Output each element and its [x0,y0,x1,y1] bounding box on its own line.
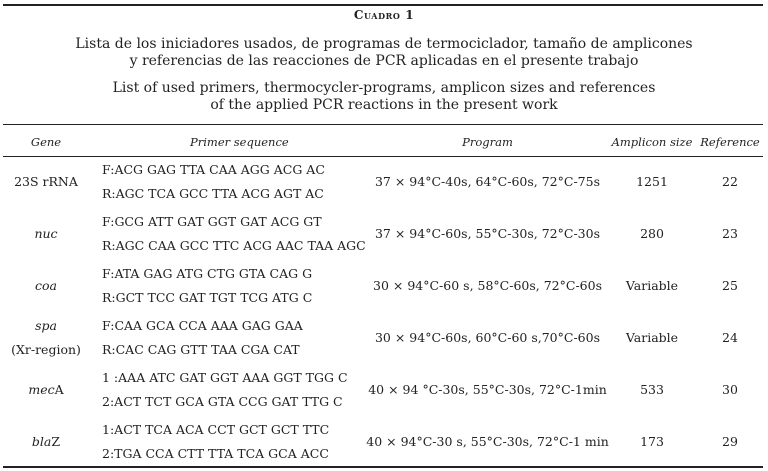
reference-cell: 23 [722,226,738,241]
reference-cell: 30 [722,382,738,397]
header-amplicon-size: Amplicon size [611,135,693,149]
title-es-line-1: Lista de los iniciadores usados, de programas de termociclador, tamaño de amplicones [75,36,693,52]
amplicon-cell: Variable [625,330,679,345]
primer-reverse: R:GCT TCC GAT TGT TCG ATG C [102,290,313,305]
primer-forward: 1 :AAA ATC GAT GGT AAA GGT TGG C [102,370,348,385]
gene-cell [3,434,89,449]
header-primer-sequence: Primer sequence [190,135,289,149]
header-gene: Gene [30,135,62,149]
header-bottom-rule [3,156,763,157]
program-cell: 30 × 94°C-60s, 60°C-60 s,70°C-60s [374,330,600,345]
amplicon-cell: 280 [640,226,664,241]
gene-cell: coa [35,278,57,293]
title-spanish [0,36,768,70]
primer-forward: F:ACG GAG TTA CAA AGG ACG AC [102,162,325,177]
amplicon-cell: 1251 [636,174,668,189]
title-en-line-2: of the applied PCR reactions in the present work [210,97,558,113]
gene-cell: 23S rRNA [14,174,78,189]
gene-italic-part: mec [28,382,55,397]
program-cell: 40 × 94 °C-30s, 55°C-30s, 72°C-1min [368,382,607,397]
reference-cell: 29 [722,434,738,449]
reference-cell: 25 [722,278,738,293]
gene-note: (Xr-region) [11,342,81,357]
title-es-line-2: y referencias de las reacciones de PCR aplicadas en el presente trabajo [129,53,639,69]
gene-cell: spa [35,318,57,333]
primer-reverse: R:AGC CAA GCC TTC ACG AAC TAA AGC [102,238,366,253]
program-cell: 37 × 94°C-40s, 64°C-60s, 72°C-75s [374,174,600,189]
primer-forward: F:CAA GCA CCA AAA GAG GAA [102,318,303,333]
header-program: Program [462,135,513,149]
reference-cell: 22 [722,174,738,189]
primer-forward: 1:ACT TCA ACA CCT GCT GCT TTC [102,422,330,437]
primer-reverse: R:CAC CAG GTT TAA CGA CAT [102,342,300,357]
amplicon-cell: 173 [640,434,664,449]
primer-reverse: 2:ACT TCT GCA GTA CCG GAT TTG C [102,394,343,409]
primer-forward: F:ATA GAG ATG CTG GTA CAG G [102,266,313,281]
program-cell: 30 × 94°C-60 s, 58°C-60s, 72°C-60s [373,278,602,293]
program-cell: 40 × 94°C-30 s, 55°C-30s, 72°C-1 min [366,434,609,449]
gene-italic-part: bla [31,434,52,449]
header-reference: Reference [700,135,760,149]
primer-forward: F:GCG ATT GAT GGT GAT ACG GT [102,214,322,229]
gene-cell: nuc [34,226,58,241]
reference-cell: 24 [722,330,738,345]
primer-reverse: 2:TGA CCA CTT TTA TCA GCA ACC [102,446,329,461]
program-cell: 37 × 94°C-60s, 55°C-30s, 72°C-30s [374,226,600,241]
header-top-rule [3,124,763,125]
title-english [0,80,768,114]
top-rule [3,4,763,6]
amplicon-cell: Variable [625,278,679,293]
table-label: Cuadro 1 [353,8,415,22]
gene-plain-part: Z [51,434,61,449]
primer-reverse: R:AGC TCA GCC TTA ACG AGT AC [102,186,324,201]
gene-cell [3,382,89,397]
title-en-line-1: List of used primers, thermocycler-programs, amplicon sizes and references [112,80,656,96]
bottom-rule [3,466,763,468]
gene-plain-part: A [54,382,64,397]
amplicon-cell: 533 [640,382,664,397]
